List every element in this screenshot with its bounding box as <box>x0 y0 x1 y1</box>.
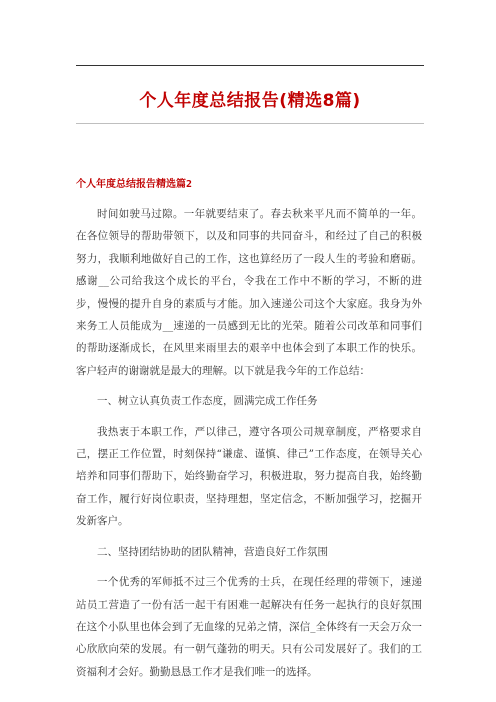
paragraph-attitude: 我热衷于本职工作，严以律己，遵守各项公司规章制度，严格要求自己，摆正工作位置，时刻保持“谦虚、谨慎、律己”工作态度，在领导关心培养和同事们帮助下，始终勤奋学习，积极进取，努力提高自我，始终勤奋工作，履行好岗位职责，坚持理想，坚定信念，不断加强学习，挖掘开发新客户。 <box>76 425 422 528</box>
paragraph-intro: 时间如驶马过隙。一年就要结束了。春去秋来平凡而不简单的一年。在各位领导的帮助带领下，以及和同事的共同奋斗，和经过了自己的积极努力，我顺利地做好自己的工作，这也算经历了一段人生的考验和磨砺。感谢__公司给我这个成长的平台，令我在工作中不断的学习，不断的进步，慢慢的提升自身的素质与才能。加入速递公司这个大家庭。我身为外来务工人员能成为__速递的一员感到无比的光荣。随着公司改革和同事们的帮助逐渐成长，在风里来雨里去的艰辛中也体会到了本职工作的快乐。客户轻声的谢谢就是最大的理解。以下就是我今年的工作总结： <box>76 208 422 377</box>
subheading-2: 二、坚持团结协助的团队精神，营造良好工作氛围 <box>97 545 328 558</box>
header-rule <box>76 65 424 66</box>
section-heading: 个人年度总结报告精选篇2 <box>76 179 193 190</box>
subheading-1: 一、树立认真负责工作态度，圆满完成工作任务 <box>97 395 318 408</box>
document-title: 个人年度总结报告(精选8篇) <box>139 91 361 111</box>
paragraph-teamwork: 一个优秀的军师抵不过三个优秀的士兵，在现任经理的带领下，速递站员工营造了一份有活一起干有困难一起解决有任务一起执行的良好氛围在这个小队里也体会到了无血缘的兄弟之情，深信_全体终有一天会万众一心欣欣向荣的发展。有一朝气蓬勃的明天。只有公司发展好了。我们的工资福利才会好。勤勤恳恳工作才是我们唯一的选择。 <box>76 576 422 678</box>
section-body <box>76 203 422 691</box>
title-underline <box>76 123 424 124</box>
